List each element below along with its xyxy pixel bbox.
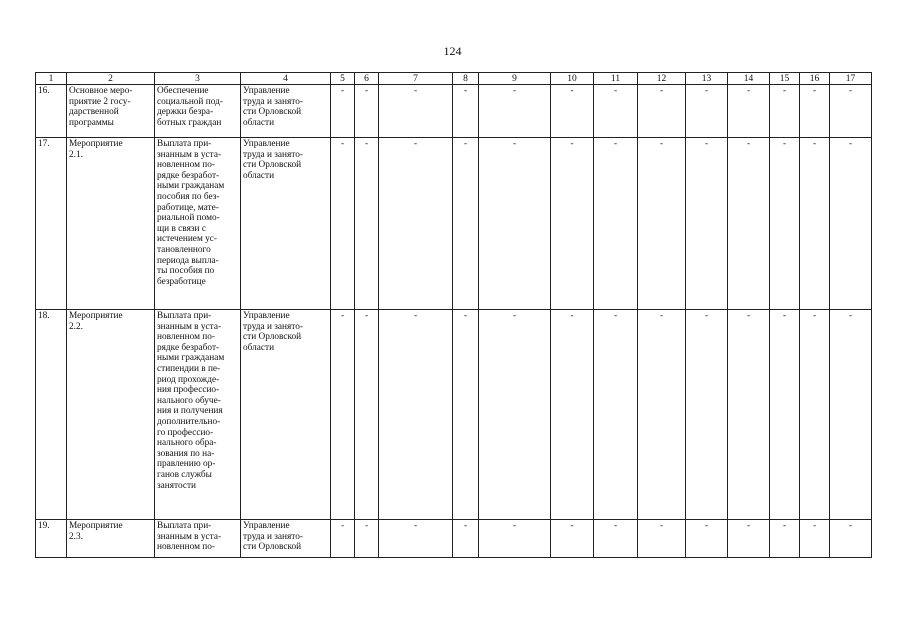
value-cell-text: -: [463, 139, 468, 149]
value-cell: [638, 138, 686, 310]
row-number-cell-text: 17.: [38, 139, 50, 149]
value-cell-text: -: [512, 521, 517, 531]
value-cell-text: -: [704, 311, 709, 321]
executor-cell-text: Управление труда и занято- сти Орловской: [243, 521, 303, 553]
value-cell-text: -: [463, 311, 468, 321]
value-cell-text: -: [340, 311, 345, 321]
value-cell: [770, 310, 800, 520]
value-cell-text: -: [364, 521, 369, 531]
value-cell-text: -: [413, 139, 418, 149]
event-name-cell-text: Мероприятие 2.2.: [69, 311, 123, 332]
event-name-cell-text: Мероприятие 2.1.: [69, 139, 123, 160]
executor-cell-text: Управление труда и занято- сти Орловской области: [243, 311, 303, 353]
header-cell: 1: [36, 73, 67, 85]
value-cell-text: -: [512, 311, 517, 321]
row-number-cell-text: 18.: [38, 311, 50, 321]
value-cell: [770, 520, 800, 558]
value-cell: [728, 310, 770, 520]
value-cell: [453, 85, 479, 138]
value-cell: [686, 138, 728, 310]
value-cell: [355, 138, 379, 310]
value-cell-text: -: [782, 86, 787, 96]
value-cell-text: -: [340, 521, 345, 531]
row-number-cell: [36, 310, 67, 520]
header-row: [36, 73, 872, 85]
value-cell: [453, 310, 479, 520]
description-cell-text: Выплата при- знанным в уста- новленном по- рядке безработ- ными гражданам пособия по без- работице, мате- риальной помо- щи в связи с истечением ус- тановленного периода выпла- ты пособия по безработице: [157, 139, 225, 287]
value-cell-text: -: [413, 521, 418, 531]
header-cell: 5: [331, 73, 355, 85]
value-cell: [686, 85, 728, 138]
value-cell: [479, 85, 551, 138]
header-cell: 6: [355, 73, 379, 85]
value-cell-text: -: [746, 311, 751, 321]
row-number-cell: [36, 85, 67, 138]
value-cell-text: -: [413, 86, 418, 96]
value-cell: [479, 310, 551, 520]
header-cell: 12: [638, 73, 686, 85]
value-cell: [638, 310, 686, 520]
value-cell: [686, 310, 728, 520]
event-name-cell: [67, 520, 155, 558]
value-cell-text: -: [782, 311, 787, 321]
value-cell-text: -: [659, 521, 664, 531]
event-name-cell: [67, 85, 155, 138]
value-cell: [331, 520, 355, 558]
value-cell: [594, 520, 638, 558]
value-cell: [355, 310, 379, 520]
value-cell-text: -: [613, 86, 618, 96]
value-cell-text: -: [413, 311, 418, 321]
table-row: [36, 310, 872, 520]
header-cell: 15: [770, 73, 800, 85]
description-cell-text: Выплата при- знанным в уста- новленном по- рядке безработ- ными гражданам стипендии в пе- риод прохожде- ния профессио- нального обуче- ния и получения дополнительно- го профессио- нального обра- зования по на- правлению ор- ганов службы занятости: [157, 311, 225, 491]
description-cell: [155, 85, 241, 138]
value-cell-text: -: [659, 139, 664, 149]
header-cell: 8: [453, 73, 479, 85]
value-cell: [728, 85, 770, 138]
value-cell: [551, 138, 594, 310]
value-cell: [479, 520, 551, 558]
value-cell-text: -: [812, 311, 817, 321]
header-cell: 4: [241, 73, 331, 85]
value-cell-text: -: [704, 521, 709, 531]
value-cell-text: -: [782, 521, 787, 531]
executor-cell-text: Управление труда и занято- сти Орловской области: [243, 86, 303, 128]
value-cell-text: -: [512, 86, 517, 96]
value-cell-text: -: [659, 311, 664, 321]
value-cell: [594, 85, 638, 138]
header-cell: 7: [379, 73, 453, 85]
description-cell-text: Обеспечение социальной под- держки безра- ботных граждан: [157, 86, 223, 128]
value-cell-text: -: [364, 139, 369, 149]
event-name-cell: [67, 310, 155, 520]
value-cell-text: -: [340, 86, 345, 96]
value-cell: [830, 520, 872, 558]
row-number-cell-text: 19.: [38, 521, 50, 531]
value-cell-text: -: [570, 139, 574, 149]
value-cell: [594, 310, 638, 520]
value-cell: [355, 520, 379, 558]
value-cell-text: -: [848, 86, 853, 96]
value-cell: [638, 520, 686, 558]
event-name-cell-text: Основное меро- приятие 2 госу- дарственной программы: [69, 86, 133, 128]
header-cell: 16: [800, 73, 830, 85]
value-cell: [551, 85, 594, 138]
description-cell: [155, 138, 241, 310]
executor-cell: [241, 520, 331, 558]
value-cell-text: -: [570, 86, 574, 96]
value-cell-text: -: [613, 521, 618, 531]
header-cell: 11: [594, 73, 638, 85]
value-cell: [800, 520, 830, 558]
value-cell: [479, 138, 551, 310]
value-cell: [800, 138, 830, 310]
program-table: [35, 72, 872, 558]
table-row: [36, 138, 872, 310]
value-cell-text: -: [812, 86, 817, 96]
value-cell-text: -: [746, 139, 751, 149]
value-cell: [355, 85, 379, 138]
value-cell: [551, 310, 594, 520]
value-cell-text: -: [812, 521, 817, 531]
value-cell: [638, 85, 686, 138]
header-cell: 14: [728, 73, 770, 85]
value-cell: [379, 85, 453, 138]
executor-cell-text: Управление труда и занято- сти Орловской области: [243, 139, 303, 181]
description-cell: [155, 520, 241, 558]
value-cell: [770, 85, 800, 138]
value-cell: [551, 520, 594, 558]
value-cell: [453, 138, 479, 310]
description-cell-text: Выплата при- знанным в уста- новленном по-: [157, 521, 222, 553]
value-cell: [800, 310, 830, 520]
value-cell-text: -: [570, 311, 574, 321]
event-name-cell-text: Мероприятие 2.3.: [69, 521, 123, 542]
value-cell-text: -: [659, 86, 664, 96]
value-cell: [379, 520, 453, 558]
header-cell: 3: [155, 73, 241, 85]
value-cell-text: -: [613, 139, 618, 149]
executor-cell: [241, 85, 331, 138]
value-cell-text: -: [512, 139, 517, 149]
value-cell: [331, 138, 355, 310]
description-cell: [155, 310, 241, 520]
value-cell-text: -: [613, 311, 618, 321]
value-cell-text: -: [340, 139, 345, 149]
value-cell: [331, 85, 355, 138]
header-cell: 10: [551, 73, 594, 85]
table-row: [36, 520, 872, 558]
header-cell: 17: [830, 73, 872, 85]
value-cell-text: -: [570, 521, 574, 531]
value-cell: [594, 138, 638, 310]
executor-cell: [241, 310, 331, 520]
value-cell-text: -: [463, 521, 468, 531]
value-cell: [379, 310, 453, 520]
table-row: [36, 85, 872, 138]
event-name-cell: [67, 138, 155, 310]
value-cell-text: -: [463, 86, 468, 96]
value-cell-text: -: [746, 521, 751, 531]
value-cell: [728, 138, 770, 310]
value-cell: [379, 138, 453, 310]
value-cell-text: -: [848, 521, 853, 531]
value-cell-text: -: [746, 86, 751, 96]
executor-cell: [241, 138, 331, 310]
header-cell: 13: [686, 73, 728, 85]
value-cell-text: -: [364, 311, 369, 321]
value-cell: [770, 138, 800, 310]
value-cell: [453, 520, 479, 558]
value-cell: [800, 85, 830, 138]
value-cell-text: -: [848, 139, 853, 149]
row-number-cell-text: 16.: [38, 86, 50, 96]
value-cell: [830, 310, 872, 520]
row-number-cell: [36, 520, 67, 558]
row-number-cell: [36, 138, 67, 310]
header-cell: 2: [67, 73, 155, 85]
value-cell: [830, 138, 872, 310]
value-cell: [331, 310, 355, 520]
value-cell-text: -: [782, 139, 787, 149]
value-cell: [728, 520, 770, 558]
value-cell-text: -: [704, 86, 709, 96]
value-cell: [830, 85, 872, 138]
value-cell: [686, 520, 728, 558]
value-cell-text: -: [848, 311, 853, 321]
value-cell-text: -: [364, 86, 369, 96]
header-cell: 9: [479, 73, 551, 85]
value-cell-text: -: [812, 139, 817, 149]
value-cell-text: -: [704, 139, 709, 149]
page-number: 124: [443, 44, 462, 58]
